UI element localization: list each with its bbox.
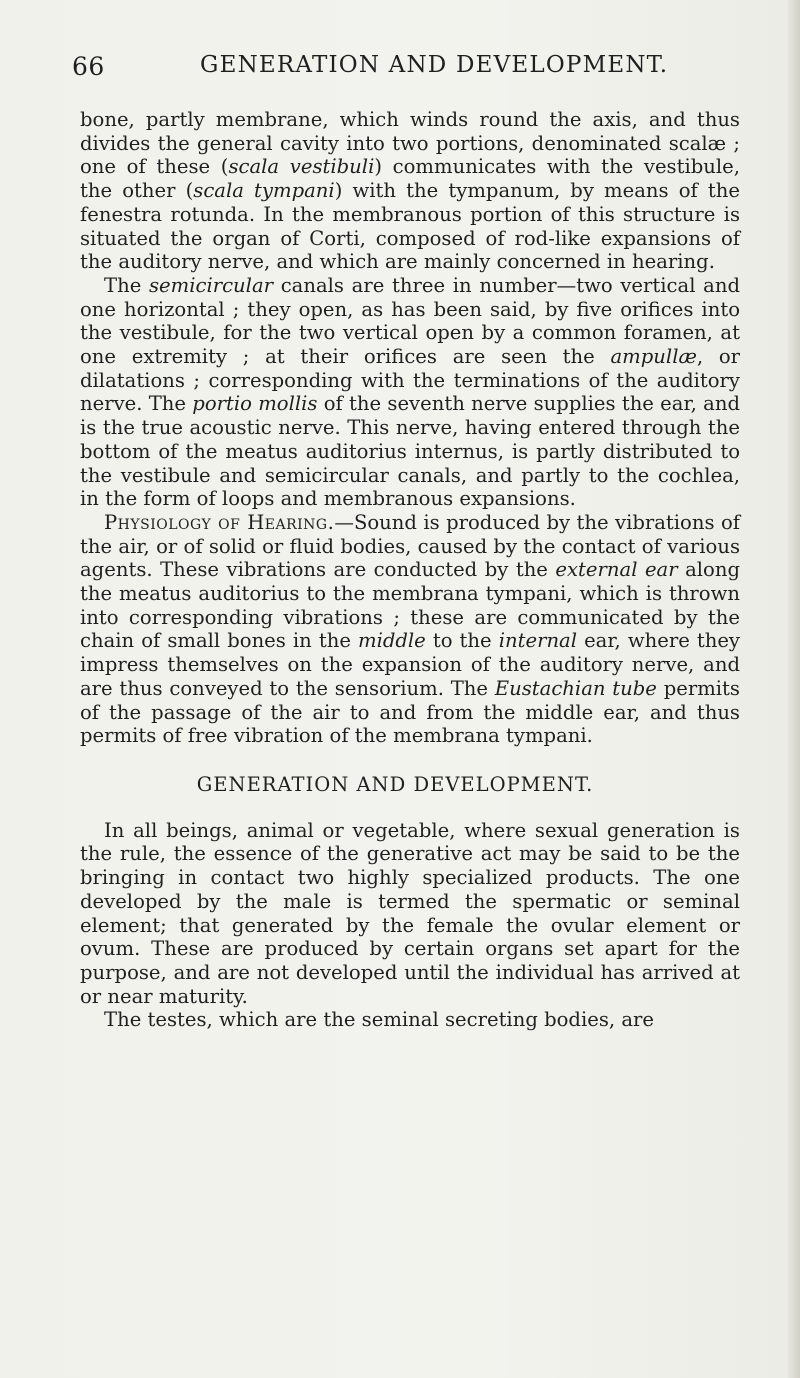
- running-header: [72, 52, 740, 86]
- text-run: to the: [425, 629, 499, 653]
- small-caps-heading: Physiology of Hearing.: [104, 510, 335, 534]
- italic-term: middle: [357, 629, 426, 653]
- text-run: The: [104, 273, 149, 297]
- italic-term: scala vestibuli: [228, 155, 375, 179]
- italic-term: Eustachian tube: [494, 676, 657, 700]
- text-run: In all beings, animal or vegetable, where sexual generation is the rule, the essence of the generative act may be said to be the bringing in contact two highly specialized products. The one developed by the male is termed the spermatic or seminal element; that generated by the female the ovular element or ovum. These are produced by certain organs set apart for the purpose, and are not developed until the individual has arrived at or near maturity.: [80, 818, 740, 1008]
- text-run: of the seventh nerve supplies the ear, and is the true acoustic nerve. This nerve, having entered through the bottom of the meatus auditorius internus, is partly distributed to the vestibule and semicircular canals, and partly to the cochlea, in the form of loops and membranous expansions.: [80, 392, 741, 511]
- page-number: 66: [72, 52, 105, 81]
- text-run: —Sound is produced by the vibrations of the air, or of solid or fluid bodies, caused by the contact of various agents. These vibrations are conducted by the: [80, 510, 740, 582]
- text-run: ) communicates with the vestibule, the other (: [80, 155, 740, 203]
- paragraph-testes: [80, 1008, 740, 1032]
- text-run: The testes, which are the seminal secreting bodies, are: [104, 1008, 654, 1032]
- italic-term: internal: [498, 629, 578, 653]
- text-run: ear, where they impress themselves on the expansion of the auditory nerve, and are thus conveyed to the sensorium. The: [80, 629, 741, 700]
- text-run: bone, partly membrane, which winds round the axis, and thus divides the general cavity into two portions, denominated scalæ ; one of these (: [80, 108, 740, 179]
- paragraph-semicircular-canals: [80, 274, 740, 511]
- paragraph-generation: [80, 819, 740, 1009]
- italic-term: ampullæ: [610, 345, 697, 369]
- italic-term: semicircular: [148, 273, 273, 297]
- paragraph-cochlea: [80, 108, 740, 274]
- italic-term: portio mollis: [192, 392, 318, 416]
- text-run: , or dilatations ; corresponding with the terminations of the auditory nerve. The: [80, 345, 741, 416]
- section-heading: GENERATION AND DEVELOPMENT.: [196, 772, 594, 796]
- page-edge-shadow: [788, 0, 800, 1378]
- text-run: canals are three in number—two vertical and one horizontal ; they open, as has been said, by five orifices into the vestibule, for the two vertical open by a common foramen, at one extremity ; at their orifices are seen the: [80, 273, 740, 369]
- text-run: ) with the tympanum, by means of the fenestra rotunda. In the membranous portion of this structure is situated the organ of Corti, composed of rod-like expansions of the auditory nerve, and which are mainly concerned in hearing.: [80, 179, 740, 274]
- italic-term: external ear: [555, 558, 678, 582]
- text-run: permits of the passage of the air to and from the middle ear, and thus permits of free vibration of the membrana tympani.: [80, 676, 740, 748]
- running-title: GENERATION AND DEVELOPMENT.: [200, 52, 669, 78]
- body-text: [80, 108, 740, 1032]
- paragraph-physiology-of-hearing: [80, 511, 740, 748]
- italic-term: scala tympani: [193, 179, 335, 203]
- text-run: along the meatus auditorius to the membrana tympani, which is thrown into corresponding vibrations ; these are communicated by the chain of small bones in the: [80, 558, 740, 653]
